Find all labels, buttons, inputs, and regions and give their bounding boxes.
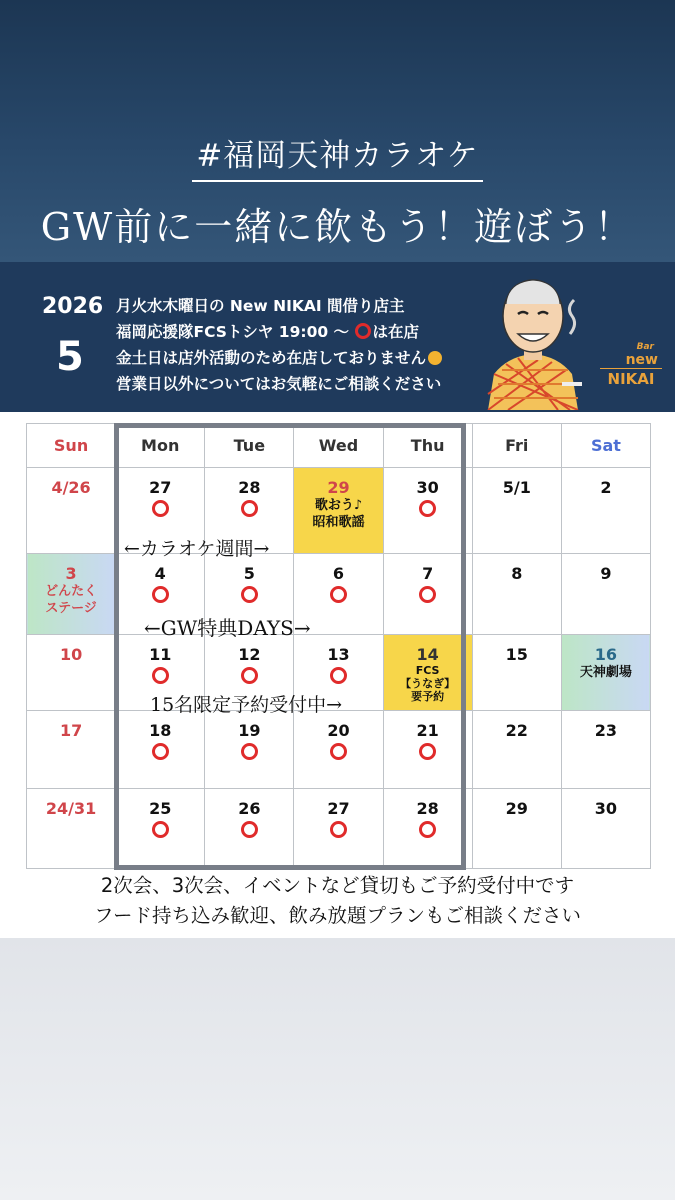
day-number: 28 [238,478,261,497]
open-day-circle-icon [241,500,258,517]
day-number: 26 [238,798,261,818]
calendar-body [27,468,651,869]
day-number: 10 [59,644,83,664]
day-number: 20 [327,721,350,741]
emoji-icon [428,351,442,365]
open-day-circle-icon [330,821,347,838]
calendar-day-cell [27,468,116,554]
footer-line-1: 2次会、3次会、イベントなど貸切もご予約受付中です [100,874,575,897]
calendar-week-row [27,711,651,788]
weekday-header-row [27,424,651,468]
day-number: 23 [594,721,618,741]
calendar-day-cell [205,788,294,868]
day-number: 29 [505,798,528,818]
day-number: 18 [149,721,172,741]
weekday-wed: Wed [294,424,383,468]
calendar-grid [26,423,651,869]
open-day-circle-icon [419,500,436,517]
day-number: 4/26 [51,478,91,497]
event-label: 歌おう♪ [314,498,363,513]
open-day-circle-icon [152,667,169,684]
calendar-day-cell [294,468,383,554]
footer-line-2: フード持ち込み歓迎、飲み放題プランもご相談ください [94,904,581,927]
open-day-circle-icon [330,586,347,603]
day-number: 7 [422,564,434,584]
banner-line-1: 月火水木曜日の New NIKAI 間借り店主 [116,297,405,315]
owner-portrait-icon [478,264,588,410]
day-number: 11 [149,644,172,664]
day-number: 24/31 [45,798,97,818]
calendar-day-cell [205,711,294,788]
calendar-day-cell [561,468,650,554]
calendar-day-cell [383,711,472,788]
event-label: FCS [415,663,440,677]
calendar-day-cell [383,468,472,554]
event-label: 天神劇場 [579,664,632,680]
day-number: 3 [65,564,77,584]
open-day-circle-icon [241,586,258,603]
day-number: 28 [416,798,439,818]
calendar-day-cell [383,634,472,710]
event-label: 昭和歌謡 [312,515,365,530]
gw-days-annotation: ←GW特典DAYS→ [144,616,311,640]
logo-bar-text: Bar [636,342,654,352]
day-number: 2 [600,478,612,497]
open-day-circle-icon [241,743,258,760]
calendar-day-cell [472,711,561,788]
open-day-circle-icon [152,500,169,517]
weekday-tue: Tue [205,424,294,468]
limited-reservation-annotation: 15名限定予約受付中→ [150,694,343,716]
day-number: 29 [327,478,350,497]
month-label: 5 [56,334,84,380]
day-number: 25 [149,798,172,818]
year-label: 2026 [42,294,104,319]
day-number: 14 [416,644,439,664]
day-number: 9 [600,564,612,584]
day-number: 12 [238,644,261,664]
open-day-circle-icon [241,821,258,838]
day-number: 27 [327,798,350,818]
event-label: 【うなぎ】 [400,676,456,690]
calendar-week-row [27,468,651,554]
day-number: 4 [154,564,166,584]
open-day-circle-icon [152,586,169,603]
calendar-day-cell [561,788,650,868]
banner-line-2-suffix: は在店 [372,323,419,341]
day-number: 5 [243,564,255,584]
hashtag-text: #福岡天神カラオケ [192,130,482,182]
calendar-day-cell [27,788,116,868]
logo-new-text: new [625,352,658,368]
open-day-circle-icon [419,743,436,760]
weekday-mon: Mon [116,424,205,468]
open-day-circle-icon [152,743,169,760]
red-circle-icon [355,323,371,339]
day-number: 13 [327,644,350,664]
calendar-day-cell [561,554,650,634]
calendar-day-cell [472,634,561,710]
hashtag-title [0,130,675,182]
bar-new-nikai-logo [600,342,662,396]
event-label: どんたく [45,584,98,600]
day-number: 17 [59,721,83,741]
event-label: ステージ [45,601,97,617]
weekday-fri: Fri [472,424,561,468]
calendar-day-cell [116,711,205,788]
open-day-circle-icon [419,821,436,838]
headline: GW前に一緒に飲もう！遊ぼう！ [40,205,635,249]
logo-nikai-text: NIKAI [600,368,662,388]
calendar-day-cell [294,788,383,868]
calendar-day-cell [116,788,205,868]
day-number: 5/1 [502,478,531,497]
karaoke-week-annotation: ←カラオケ週間→ [124,538,270,560]
day-number: 30 [416,478,439,497]
calendar-day-cell [27,554,116,634]
calendar-day-cell [472,788,561,868]
calendar-day-cell [472,468,561,554]
calendar-day-cell [561,634,650,710]
banner-line-3 [116,346,442,368]
day-number: 8 [511,564,523,584]
open-day-circle-icon [152,821,169,838]
calendar-day-cell [561,711,650,788]
day-number: 30 [594,798,618,818]
calendar-day-cell [27,634,116,710]
calendar-week-row [27,788,651,868]
calendar-day-cell [294,711,383,788]
event-label: 要予約 [411,689,445,703]
day-number: 15 [505,644,528,664]
open-day-circle-icon [330,667,347,684]
day-number: 6 [332,564,345,584]
day-number: 16 [594,644,618,664]
weekday-thu: Thu [383,424,472,468]
calendar-week-row [27,554,651,634]
open-day-circle-icon [419,586,436,603]
day-number: 27 [149,478,172,497]
banner-line-2-text: 福岡応援隊FCSトシヤ 19:00 ～ [116,323,355,341]
day-number: 22 [505,721,528,741]
calendar-day-cell [383,554,472,634]
banner-line-4: 営業日以外についてはお気軽にご相談ください [116,375,442,393]
banner-line-2 [116,320,419,342]
calendar-day-cell [383,788,472,868]
day-number: 19 [238,721,261,741]
day-number: 21 [416,721,439,741]
open-day-circle-icon [330,743,347,760]
bottom-background [0,938,675,1200]
calendar-day-cell [27,711,116,788]
weekday-sun: Sun [27,424,116,468]
banner-line-3-text: 金土日は店外活動のため在店しておりません [116,349,427,367]
weekday-sat: Sat [561,424,650,468]
open-day-circle-icon [241,667,258,684]
calendar-day-cell [472,554,561,634]
